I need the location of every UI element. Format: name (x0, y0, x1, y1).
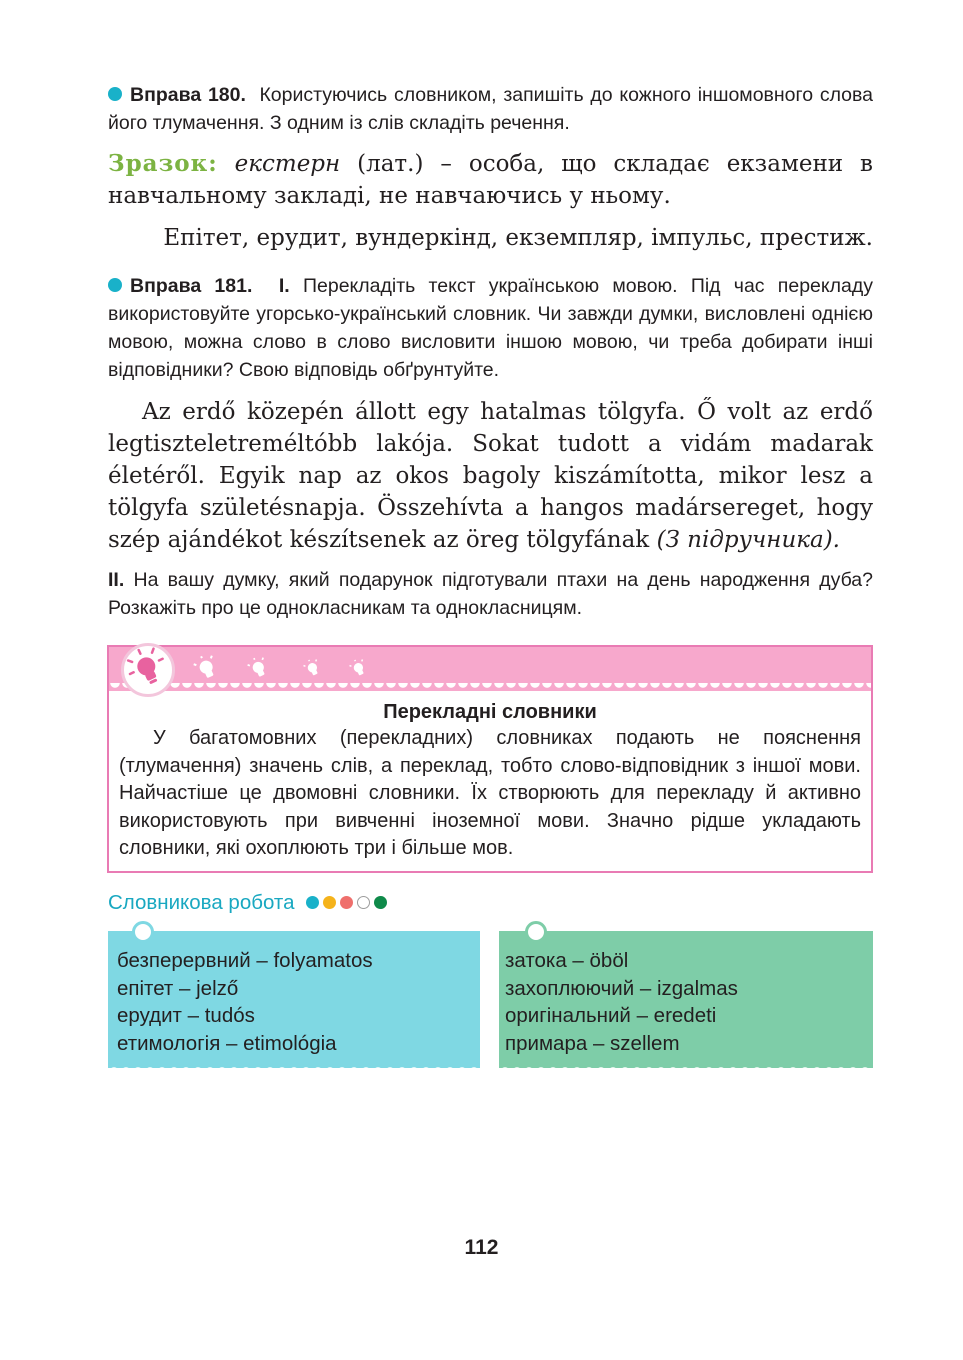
hungarian-text (108, 396, 873, 556)
sample-label: Зразок: (108, 150, 218, 177)
vocab-title: Словникова робота (108, 891, 295, 914)
pin-icon (525, 921, 547, 943)
vocab-item: етимологія – etimológia (117, 1031, 337, 1055)
vocab-item: ерудит – tudós (117, 1004, 255, 1027)
dot-icon (340, 896, 353, 909)
card-scallop-edge (108, 1064, 480, 1072)
vocab-card-right (499, 931, 873, 1068)
small-lightbulb-icon (349, 659, 369, 679)
bullet-dot-icon (108, 278, 122, 292)
small-lightbulb-icon (247, 657, 271, 681)
exercise-181-text: Перекладіть текст українською мовою. Під час перекладу використовуйте угорсько-український словник. Чи завжди думки, висловлені однією мовою, можна слово в слово висловити іншою мовою, чи треба добирати інші відповідники? Свою відповідь обґрунтуйте. (108, 275, 873, 381)
lightbulb-badge (121, 643, 175, 697)
vocab-item: епітет – jelző (117, 976, 239, 1000)
small-lightbulb-icon (303, 659, 323, 679)
exercise-180-text: Користуючись словником, запишіть до кожного іншомовного слова його тлумачення. З одним із слів складіть речення. (108, 84, 873, 134)
rule-header-scallop (109, 683, 871, 699)
dot-icon (306, 896, 319, 909)
sample-definition: (лат.) – особа, що складає екзамени в навчальному закладі, не навчаючись у ньому. (108, 151, 873, 209)
page-number: 112 (464, 1236, 499, 1259)
exercise-180-title: Вправа 180. (130, 84, 246, 106)
vocab-item: оригінальний – eredeti (505, 1004, 717, 1027)
exercise-180-task (108, 81, 873, 137)
exercise-180-words: Епітет, ерудит, вундеркінд, екземпляр, імпульс, престиж. (163, 225, 873, 251)
exercise-181-part1-label: I. (278, 275, 290, 297)
vocab-item: безперервний – folyamatos (117, 949, 373, 972)
vocab-list-left (117, 947, 373, 1057)
exercise-181-part2 (108, 566, 873, 622)
exercise-181-text2: На вашу думку, який подарунок підготували птахи на день народження дуба? Розкажіть про це однокласникам та однокласницям. (108, 569, 873, 619)
hungarian-paragraph: Az erdő közepén állott egy hatalmas tölgyfa. Ő volt az erdő legtiszteletreméltóbb lakója. Sokat tudott a vidám madarak életéről. Egyik nap az okos bagoly kiszámította, mikor lesz a tölgyfa születésnapja. Összehívta a hangos madársereget, hogy szép ajándékot készítsenek az öreg tölgyfának (108, 399, 873, 553)
small-lightbulb-icon (193, 655, 221, 683)
card-scallop-edge (499, 1064, 873, 1072)
vocab-item: затока – öböl (505, 949, 629, 972)
exercise-181-title: Вправа 181. (130, 275, 253, 297)
rule-title: Перекладні словники (383, 701, 597, 723)
sample-word: екстерн (234, 151, 341, 177)
exercise-180-sample (108, 148, 873, 212)
dot-icon (357, 896, 370, 909)
vocab-list-right (505, 947, 738, 1057)
lightbulb-icon (124, 646, 172, 694)
vocab-section (108, 891, 387, 915)
pin-icon (132, 921, 154, 943)
rule-box (107, 645, 873, 873)
hungarian-source: (З підручника). (656, 527, 840, 553)
bullet-dot-icon (108, 87, 122, 101)
rule-body: У багатомовних (перекладних) словниках подають не пояснення (тлумачення) значень слів, а переклад, тобто слово-відповідник з іншої мови. Найчастіше це двомовні словники. Їх створюють для перекладу й активно використовують при вивченні іноземної мови. Значно рідше укладають словники, які охоплюють три і більше мов. (119, 727, 861, 859)
dot-icon (374, 896, 387, 909)
vocab-item: примара – szellem (505, 1031, 680, 1055)
vocab-card-left (108, 931, 480, 1068)
vocab-item: захоплюючий – izgalmas (505, 976, 738, 1000)
exercise-181-part2-label: II. (108, 569, 125, 591)
dot-icon (323, 896, 336, 909)
exercise-181-task (108, 272, 873, 384)
